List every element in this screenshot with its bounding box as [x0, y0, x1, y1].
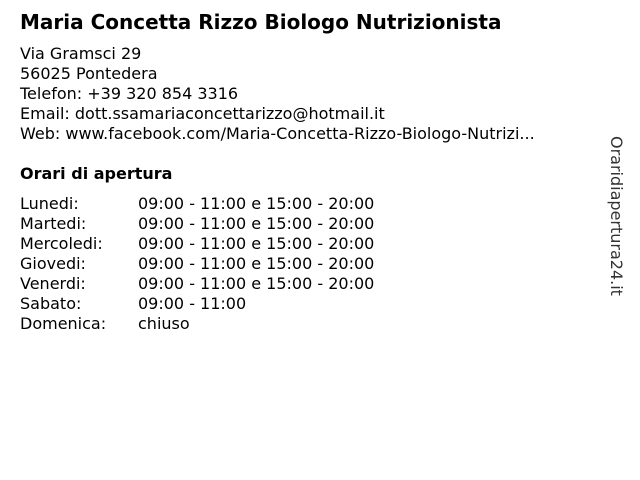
- hours-row-tuesday: [20, 214, 374, 234]
- day-hours: 09:00 - 11:00 e 15:00 - 20:00: [138, 194, 375, 213]
- email-line: Email: dott.ssamariaconcettarizzo@hotmail.it: [20, 104, 385, 123]
- hours-row-friday: [20, 274, 374, 294]
- day-label: Lunedi:: [20, 194, 79, 213]
- page-title: Maria Concetta Rizzo Biologo Nutrizionista: [20, 10, 502, 34]
- day-label: Giovedi:: [20, 254, 86, 273]
- site-brand-watermark: Oraridiapertura24.it: [607, 136, 626, 296]
- hours-row-monday: [20, 194, 374, 214]
- day-hours: 09:00 - 11:00 e 15:00 - 20:00: [138, 234, 375, 253]
- day-hours: 09:00 - 11:00 e 15:00 - 20:00: [138, 214, 375, 233]
- phone-line: Telefon: +39 320 854 3316: [20, 84, 239, 103]
- day-hours: 09:00 - 11:00 e 15:00 - 20:00: [138, 254, 375, 273]
- day-label: Mercoledi:: [20, 234, 103, 253]
- day-hours: 09:00 - 11:00: [138, 294, 247, 313]
- day-label: Martedi:: [20, 214, 87, 233]
- hours-row-wednesday: [20, 234, 374, 254]
- hours-row-sunday: [20, 314, 374, 334]
- city-line: 56025 Pontedera: [20, 64, 158, 83]
- web-line: Web: www.facebook.com/Maria-Concetta-Rizzo-Biologo-Nutrizi...: [20, 124, 535, 143]
- opening-hours-heading: Orari di apertura: [20, 164, 173, 183]
- day-label: Venerdi:: [20, 274, 86, 293]
- day-hours: 09:00 - 11:00 e 15:00 - 20:00: [138, 274, 375, 293]
- contact-info: [20, 44, 535, 144]
- hours-row-thursday: [20, 254, 374, 274]
- day-hours: chiuso: [138, 314, 190, 333]
- address-line: Via Gramsci 29: [20, 44, 142, 63]
- opening-hours-table: [20, 194, 374, 334]
- day-label: Sabato:: [20, 294, 82, 313]
- hours-row-saturday: [20, 294, 374, 314]
- day-label: Domenica:: [20, 314, 107, 333]
